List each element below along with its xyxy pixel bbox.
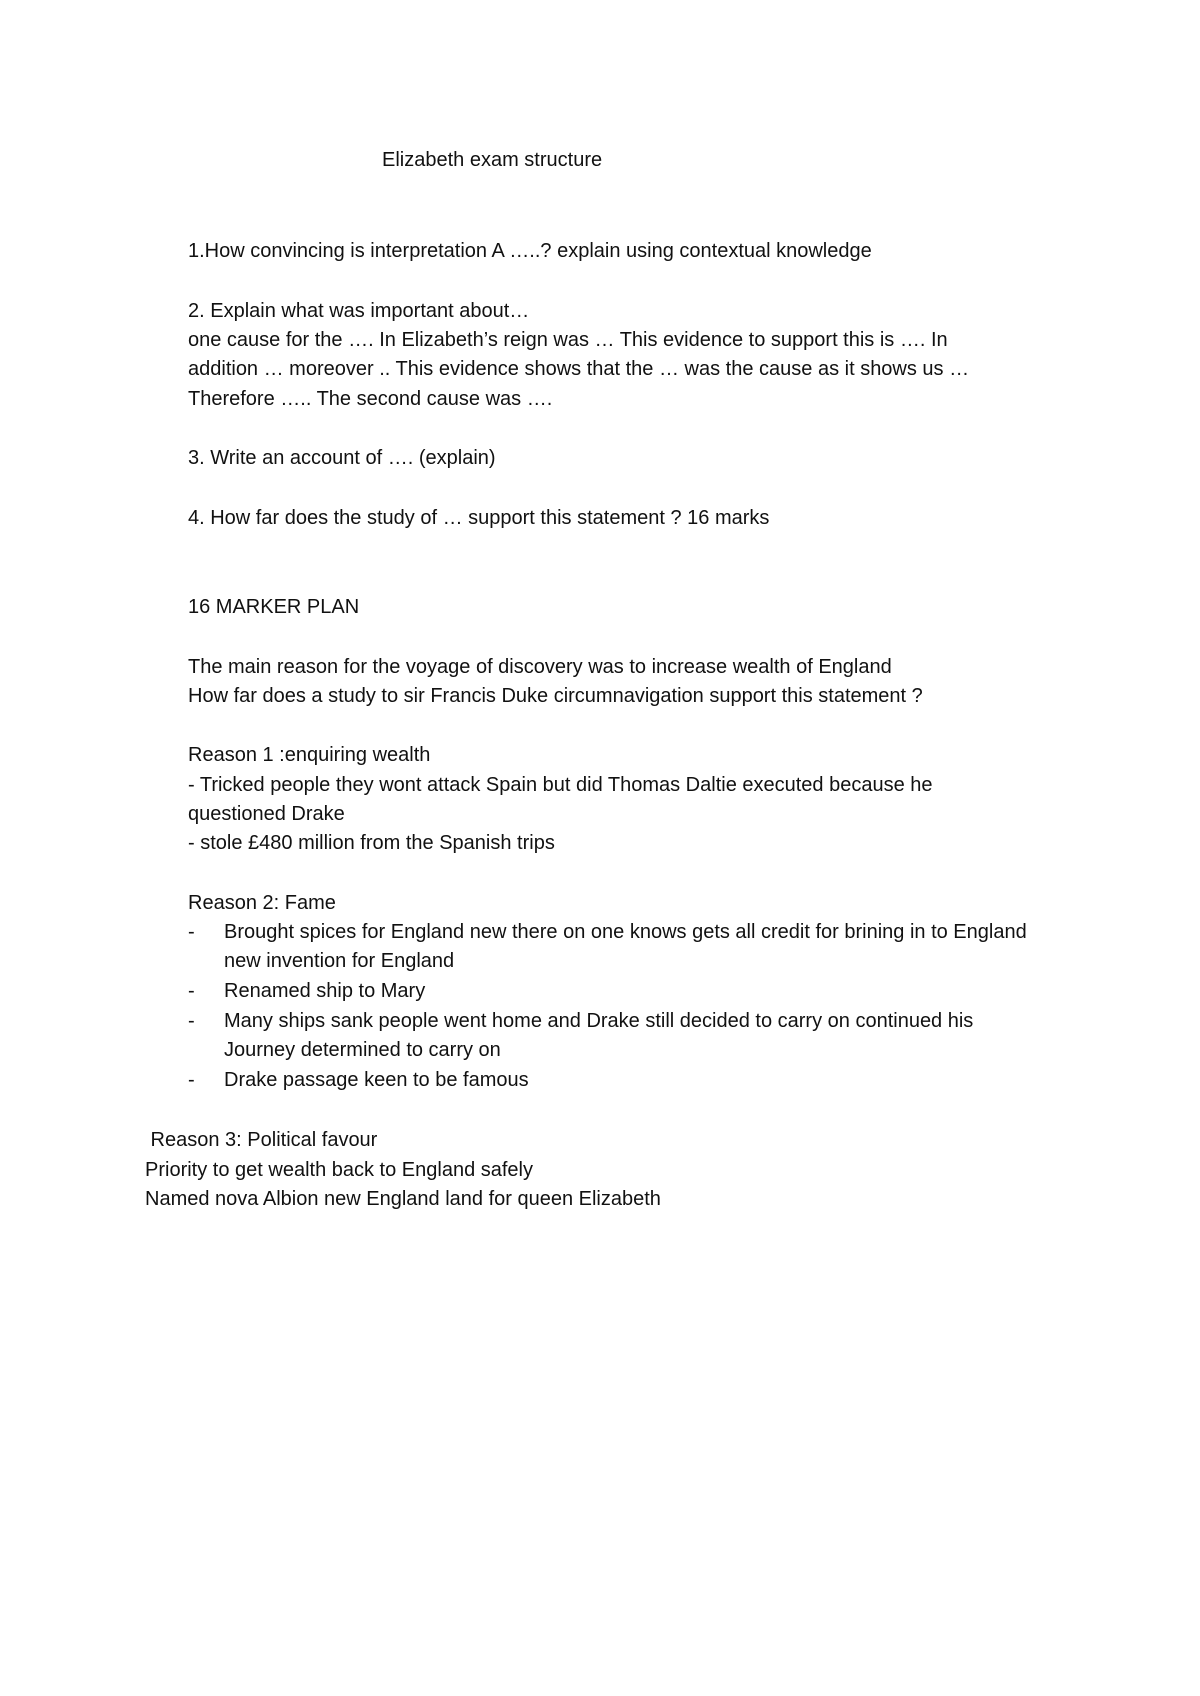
bullet-text: Many ships sank people went home and Drake still decided to carry on continued his Journey determined to carry on <box>224 1010 974 1061</box>
question-2-line: one cause for the …. In Elizabeth’s reign was … This evidence to support this is …. In <box>188 329 948 351</box>
reason-3-heading: Reason 3: Political favour <box>145 1129 378 1151</box>
reason-1-heading: Reason 1 :enquiring wealth <box>188 744 431 766</box>
bullet-text: Drake passage keen to be famous <box>224 1069 529 1091</box>
plan-question: How far does a study to sir Francis Duke circumnavigation support this statement ? <box>188 685 923 707</box>
bullet-dash: - <box>188 980 195 1002</box>
bullet-item <box>188 918 1028 976</box>
reason-2-heading: Reason 2: Fame <box>188 892 336 914</box>
reason-3-line: Priority to get wealth back to England safely <box>145 1159 533 1181</box>
document-title: Elizabeth exam structure <box>382 149 603 171</box>
plan-heading: 16 MARKER PLAN <box>188 596 360 618</box>
bullet-item <box>188 1007 1028 1065</box>
bullet-text: Brought spices for England new there on one knows gets all credit for brining in to England new invention for England <box>224 921 1027 972</box>
reason-1-line: - Tricked people they wont attack Spain but did Thomas Daltie executed because he <box>188 774 933 796</box>
reason-1-line: - stole £480 million from the Spanish trips <box>188 832 555 854</box>
bullet-item <box>188 977 1028 1006</box>
bullet-item <box>188 1066 1028 1095</box>
question-3: 3. Write an account of …. (explain) <box>188 447 496 469</box>
bullet-dash: - <box>188 1069 195 1091</box>
bullet-text: Renamed ship to Mary <box>224 980 426 1002</box>
question-4: 4. How far does the study of … support this statement ? 16 marks <box>188 507 770 529</box>
bullet-dash: - <box>188 921 195 943</box>
question-2-line: addition … moreover .. This evidence shows that the … was the cause as it shows us … <box>188 358 970 380</box>
reason-1-line: questioned Drake <box>188 803 345 825</box>
bullet-dash: - <box>188 1010 195 1032</box>
reason-3-line: Named nova Albion new England land for queen Elizabeth <box>145 1188 661 1210</box>
question-2-heading: 2. Explain what was important about… <box>188 300 530 322</box>
question-1: 1.How convincing is interpretation A …..? explain using contextual knowledge <box>188 240 872 262</box>
question-2-line: Therefore ….. The second cause was …. <box>188 388 553 410</box>
plan-statement: The main reason for the voyage of discovery was to increase wealth of England <box>188 656 892 678</box>
